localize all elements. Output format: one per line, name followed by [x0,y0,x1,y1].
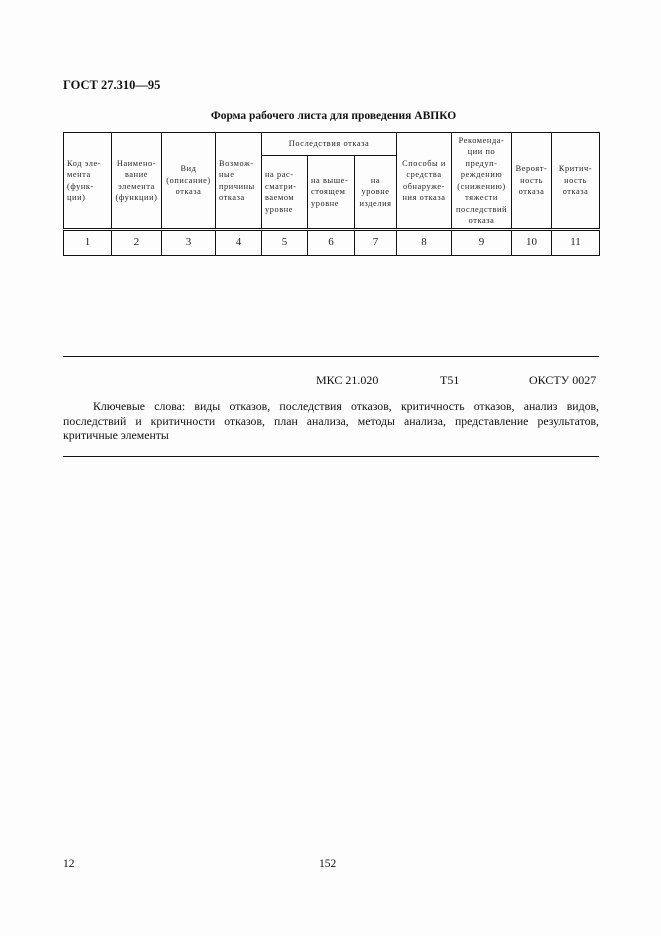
col-group-consequences: Последствия отказа [262,133,397,156]
divider-top [63,356,599,357]
col-number-6: 6 [308,230,355,256]
col-number-11: 11 [552,230,600,256]
okstu-code: ОКСТУ 0027 [529,373,597,387]
col-header-7: на уровне изделия [355,156,397,230]
col-header-3: Вид (описание) отказа [162,133,216,230]
form-title: Форма рабочего листа для проведения АВПКО [210,110,457,122]
col-header-8: Способы и средства обнаруже-ния отказа [397,133,452,230]
col-number-1: 1 [64,230,112,256]
col-header-9: Рекоменда-ции по предуп-реждению (снижению) тяжести последствий отказа [452,133,512,230]
col-header-10: Вероят-ность отказа [512,133,552,230]
col-header-1: Код эле-мента (функ-ции) [64,133,112,230]
col-header-6: на выше-стоящем уровне [308,156,355,230]
col-number-3: 3 [162,230,216,256]
mks-code: МКС 21.020 [316,373,379,387]
col-number-7: 7 [355,230,397,256]
column-number-row [64,230,600,256]
col-header-2: Наимено-вание элемента (функции) [112,133,162,230]
t-code: Т51 [440,373,460,387]
keywords-paragraph [63,399,599,443]
col-number-8: 8 [397,230,452,256]
col-number-10: 10 [512,230,552,256]
sheet-number: 152 [319,858,337,870]
document-code: ГОСТ 27.310—95 [63,78,161,92]
col-header-4: Возмож-ные причины отказа [216,133,262,230]
keywords-text: Ключевые слова: виды отказов, последствия отказов, критичность отказов, анализ видов, последствий и критичности отказов, план анализа, методы анализа, представление результатов, критичные элементы [63,399,599,442]
col-number-5: 5 [262,230,308,256]
col-number-9: 9 [452,230,512,256]
col-header-11: Критич-ность отказа [552,133,600,230]
col-number-2: 2 [112,230,162,256]
col-number-4: 4 [216,230,262,256]
col-header-5: на рас-сматри-ваемом уровне [262,156,308,230]
divider-bottom [63,456,599,457]
worksheet-table [63,132,600,256]
page-number: 12 [63,858,75,870]
